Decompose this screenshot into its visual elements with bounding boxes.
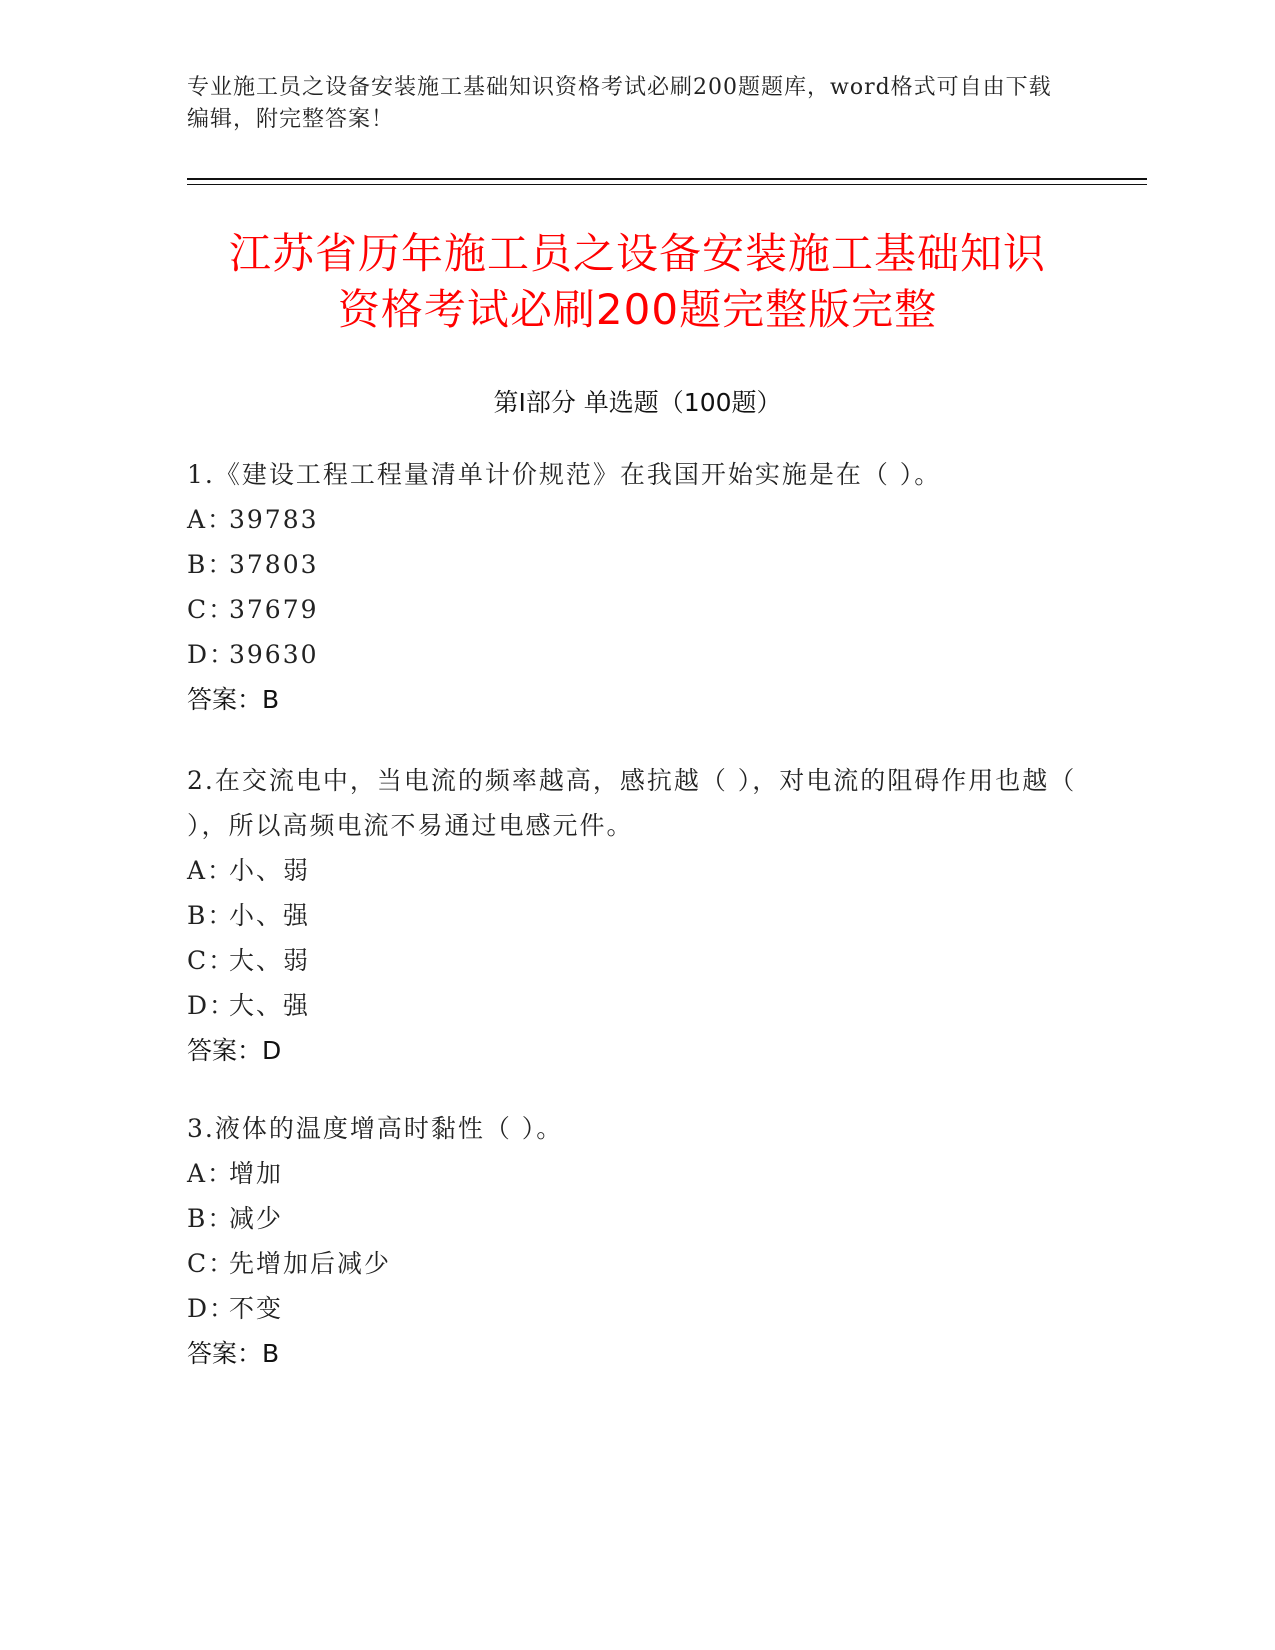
- document-title-line-2: 资格考试必刷200题完整版完整: [337, 285, 938, 334]
- option-a: [187, 1151, 1087, 1196]
- option-key: B：: [187, 550, 235, 579]
- header-divider-thick: [187, 178, 1147, 180]
- option-key: D：: [187, 991, 237, 1020]
- option-key: D：: [187, 1294, 237, 1323]
- answer: 答案：B: [187, 1339, 280, 1368]
- option-text: 先增加后减少: [229, 1249, 392, 1278]
- option-key: B：: [187, 1204, 235, 1233]
- option-b: [187, 542, 1087, 587]
- option-key: A：: [187, 505, 235, 534]
- answer: 答案：B: [187, 685, 280, 714]
- option-text: 39630: [229, 640, 319, 669]
- option-text: 减少: [229, 1204, 284, 1233]
- option-text: 大、强: [229, 991, 311, 1020]
- option-key: B：: [187, 901, 235, 930]
- header-note: 专业施工员之设备安装施工基础知识资格考试必刷200题题库，word格式可自由下载编辑，附完整答案！: [187, 75, 1052, 132]
- option-key: A：: [187, 856, 235, 885]
- option-c: [187, 938, 1087, 983]
- option-key: C：: [187, 1249, 236, 1278]
- question-stem: 1.《建设工程工程量清单计价规范》在我国开始实施是在（ ）。: [187, 460, 942, 489]
- option-text: 37803: [229, 550, 319, 579]
- option-d: [187, 632, 1087, 677]
- option-c: [187, 1241, 1087, 1286]
- option-text: 不变: [229, 1294, 284, 1323]
- option-a: [187, 497, 1087, 542]
- question-3: [187, 1106, 1087, 1376]
- question-2: [187, 758, 1087, 1073]
- header-divider-thin: [187, 184, 1147, 185]
- document-title-line-1: 江苏省历年施工员之设备安装施工基础知识: [228, 229, 1046, 278]
- question-stem: 3.液体的温度增高时黏性（ ）。: [187, 1114, 564, 1143]
- option-text: 39783: [229, 505, 319, 534]
- option-text: 增加: [229, 1159, 284, 1188]
- option-b: [187, 893, 1087, 938]
- option-d: [187, 1286, 1087, 1331]
- document-title: [120, 226, 1155, 338]
- question-stem: 2.在交流电中，当电流的频率越高，感抗越（ ），对电流的阻碍作用也越（ ），所以高频电流不易通过电感元件。: [187, 766, 1077, 840]
- section-heading: 第Ⅰ部分 单选题（100题）: [493, 388, 782, 417]
- option-text: 小、强: [229, 901, 311, 930]
- option-key: C：: [187, 595, 236, 624]
- option-c: [187, 587, 1087, 632]
- option-text: 37679: [229, 595, 319, 624]
- option-key: C：: [187, 946, 236, 975]
- option-d: [187, 983, 1087, 1028]
- question-1: [187, 452, 1087, 722]
- option-text: 小、弱: [229, 856, 311, 885]
- option-a: [187, 848, 1087, 893]
- option-b: [187, 1196, 1087, 1241]
- option-key: D：: [187, 640, 237, 669]
- option-text: 大、弱: [229, 946, 311, 975]
- answer: 答案：D: [187, 1036, 282, 1065]
- option-key: A：: [187, 1159, 235, 1188]
